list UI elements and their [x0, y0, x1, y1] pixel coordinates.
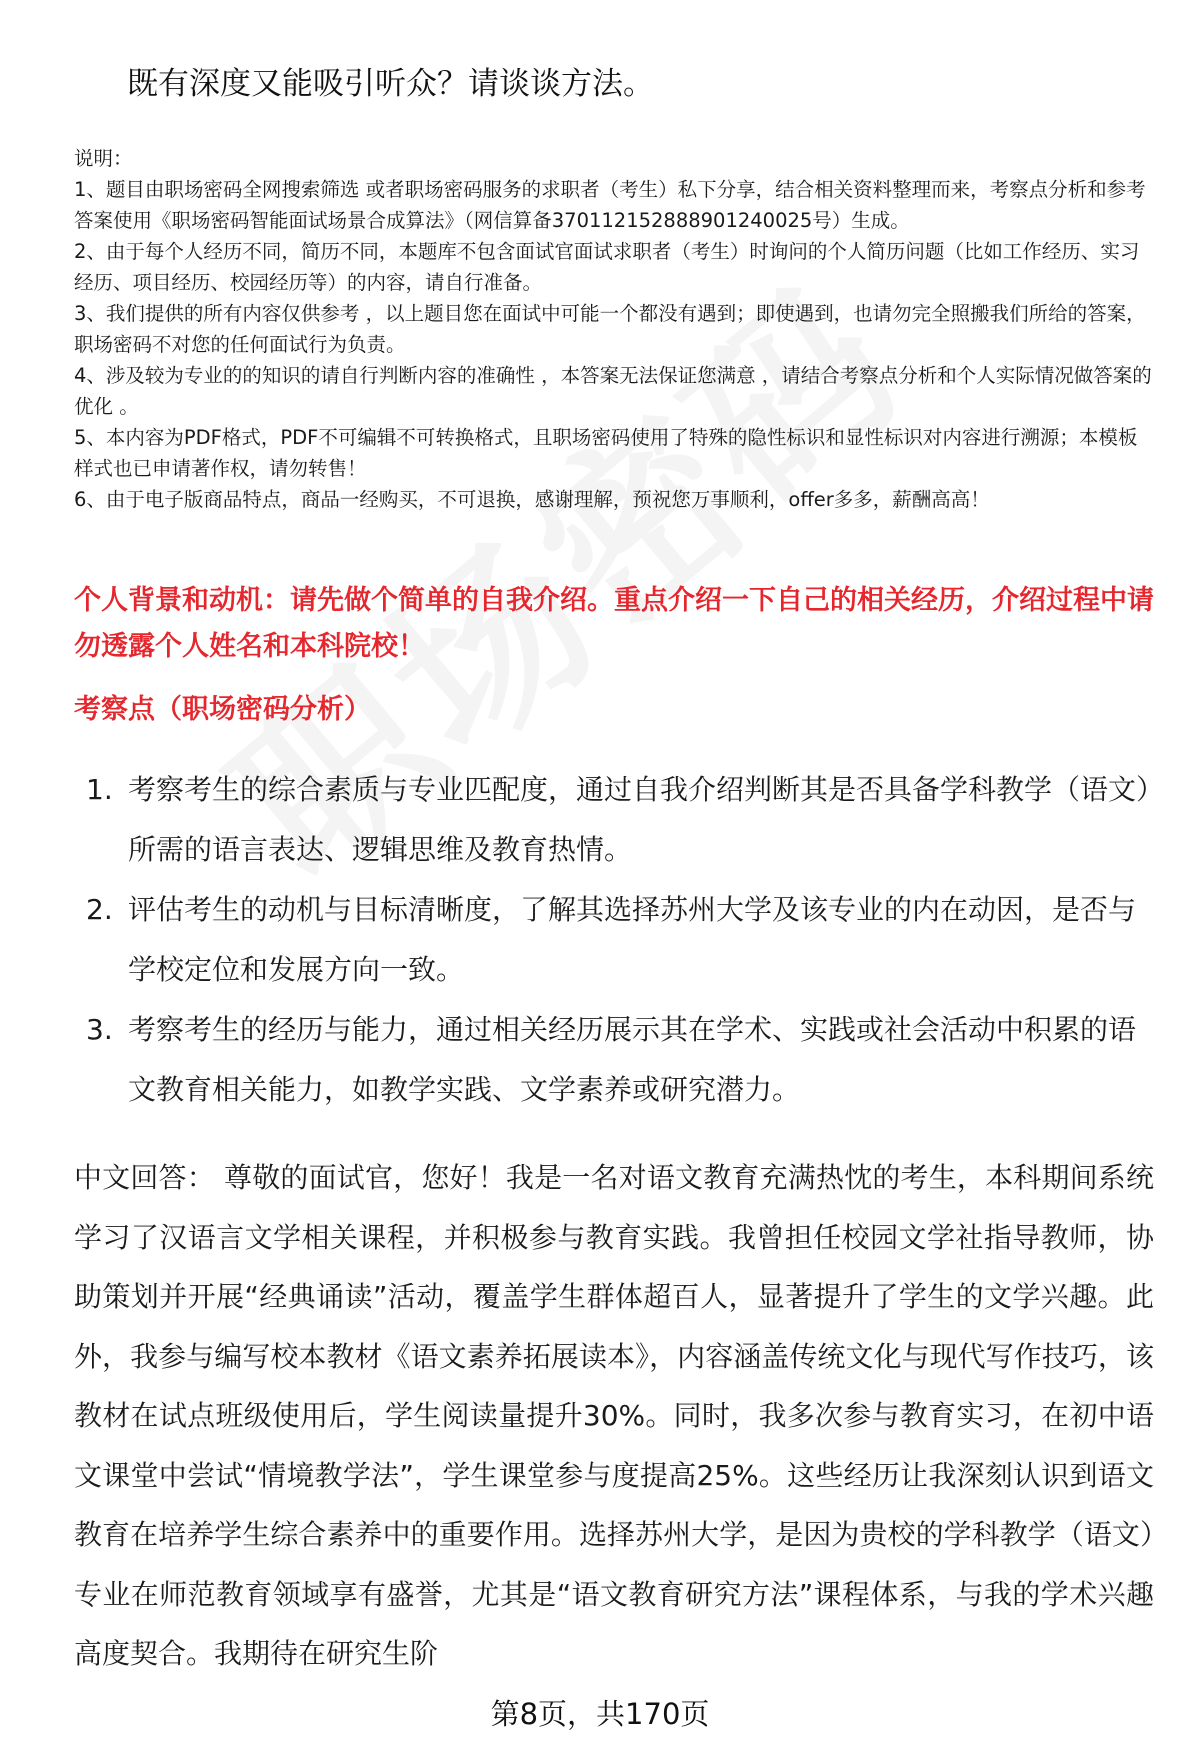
- notes-title: 说明：: [74, 147, 133, 170]
- page-number-footer: 第8页，共170页: [490, 1697, 710, 1731]
- analysis-point: [74, 760, 1154, 880]
- note-item: 2、由于每个人经历不同，简历不同，本题库不包含面试官面试求职者（考生）时询问的个人简历问题（比如工作经历、实习经历、项目经历、校园经历等）的内容，请自行准备。: [74, 240, 1140, 294]
- note-item: 1、题目由职场密码全网搜索筛选 或者职场密码服务的求职者（考生）私下分享，结合相关资料整理而来，考察点分析和参考答案使用《职场密码智能面试场景合成算法》（网信算备370112152888901240025号）生成。: [74, 178, 1146, 232]
- notes-section: [74, 143, 1154, 515]
- analysis-heading: 考察点（职场密码分析）: [74, 694, 371, 725]
- point-number: 3.: [86, 1013, 113, 1046]
- answer-paragraph: 中文回答： 尊敬的面试官，您好！我是一名对语文教育充满热忱的考生，本科期间系统学习了汉语言文学相关课程，并积极参与教育实践。我曾担任校园文学社指导教师，协助策划并开展“经典诵读”活动，覆盖学生群体超百人，显著提升了学生的文学兴趣。此外，我参与编写校本教材《语文素养拓展读本》，内容涵盖传统文化与现代写作技巧，该教材在试点班级使用后，学生阅读量提升30%。同时，我多次参与教育实习，在初中语文课堂中尝试“情境教学法”，学生课堂参与度提高25%。这些经历让我深刻认识到语文教育在培养学生综合素养中的重要作用。选择苏州大学，是因为贵校的学科教学（语文）专业在师范教育领域享有盛誉，尤其是“语文教育研究方法”课程体系，与我的学术兴趣高度契合。我期待在研究生阶: [74, 1161, 1154, 1670]
- analysis-points: [74, 760, 1154, 1120]
- previous-question-tail: 既有深度又能吸引听众？请谈谈方法。: [127, 66, 654, 102]
- point-text: 考察考生的综合素质与专业匹配度，通过自我介绍判断其是否具备学科教学（语文）所需的语言表达、逻辑思维及教育热情。: [128, 773, 1151, 866]
- point-number: 2.: [86, 893, 113, 926]
- question-heading: 个人背景和动机：请先做个简单的自我介绍。重点介绍一下自己的相关经历，介绍过程中请勿透露个人姓名和本科院校！: [74, 585, 1154, 662]
- analysis-point: [74, 880, 1154, 1000]
- note-item: 3、我们提供的所有内容仅供参考 ，以上题目您在面试中可能一个都没有遇到；即使遇到，也请勿完全照搬我们所给的答案，职场密码不对您的任何面试行为负责。: [74, 302, 1146, 356]
- point-text: 评估考生的动机与目标清晰度，了解其选择苏州大学及该专业的内在动因，是否与学校定位和发展方向一致。: [128, 893, 1137, 986]
- analysis-point: [74, 1000, 1154, 1120]
- point-number: 1.: [86, 773, 113, 806]
- point-text: 考察考生的经历与能力，通过相关经历展示其在学术、实践或社会活动中积累的语文教育相关能力，如教学实践、文学素养或研究潜力。: [128, 1013, 1137, 1106]
- note-item: 6、由于电子版商品特点，商品一经购买，不可退换，感谢理解，预祝您万事顺利，offer多多，薪酬高高！: [74, 488, 990, 511]
- note-item: 5、本内容为PDF格式，PDF不可编辑不可转换格式，且职场密码使用了特殊的隐性标识和显性标识对内容进行溯源；本模板样式也已申请著作权，请勿转售！: [74, 426, 1138, 480]
- note-item: 4、涉及较为专业的的知识的请自行判断内容的准确性 ，本答案无法保证您满意 ，请结合考察点分析和个人实际情况做答案的优化 。: [74, 364, 1152, 418]
